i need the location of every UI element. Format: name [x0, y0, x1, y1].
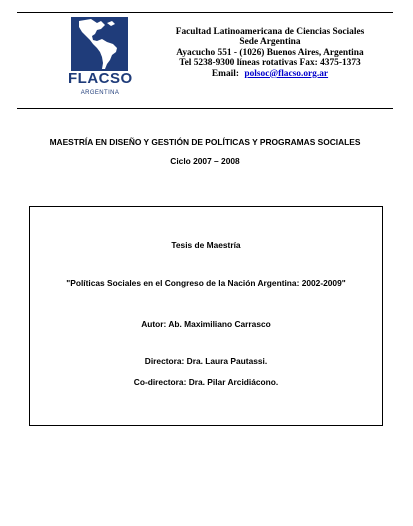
institution-phone: Tel 5238-9300 líneas rotativas Fax: 4375-1373 [179, 58, 361, 69]
logo-name: FLACSO [68, 70, 133, 87]
program-title: MAESTRÍA EN DISEÑO Y GESTIÓN DE POLÍTICAS Y PROGRAMAS SOCIALES [49, 137, 361, 147]
americas-map-icon [71, 17, 128, 71]
header-bottom-divider [17, 108, 393, 109]
institution-email-line [170, 69, 370, 79]
thesis-type: Tesis de Maestría [171, 240, 241, 250]
institution-seat: Sede Argentina [239, 37, 301, 48]
thesis-author: Autor: Ab. Maximiliano Carrasco [141, 319, 271, 329]
institution-name: Facultad Latinoamericana de Ciencias Sociales [175, 27, 365, 37]
program-cycle: Ciclo 2007 – 2008 [170, 156, 240, 166]
institution-address: Ayacucho 551 - (1026) Buenos Aires, Argentina [176, 47, 364, 58]
top-divider [17, 12, 393, 13]
email-label: Email: [211, 68, 240, 79]
thesis-codirector: Co-directora: Dra. Pilar Arcidiácono. [133, 377, 279, 387]
thesis-title: "Políticas Sociales en el Congreso de la Nación Argentina: 2002-2009" [66, 278, 346, 288]
thesis-director: Directora: Dra. Laura Pautassi. [144, 356, 268, 366]
institution-contact-block [170, 27, 370, 79]
logo-country: ARGENTINA [80, 90, 120, 96]
thesis-box [29, 206, 383, 426]
flacso-logo [68, 17, 132, 99]
email-link[interactable]: polsoc@flacso.org.ar [244, 68, 329, 79]
